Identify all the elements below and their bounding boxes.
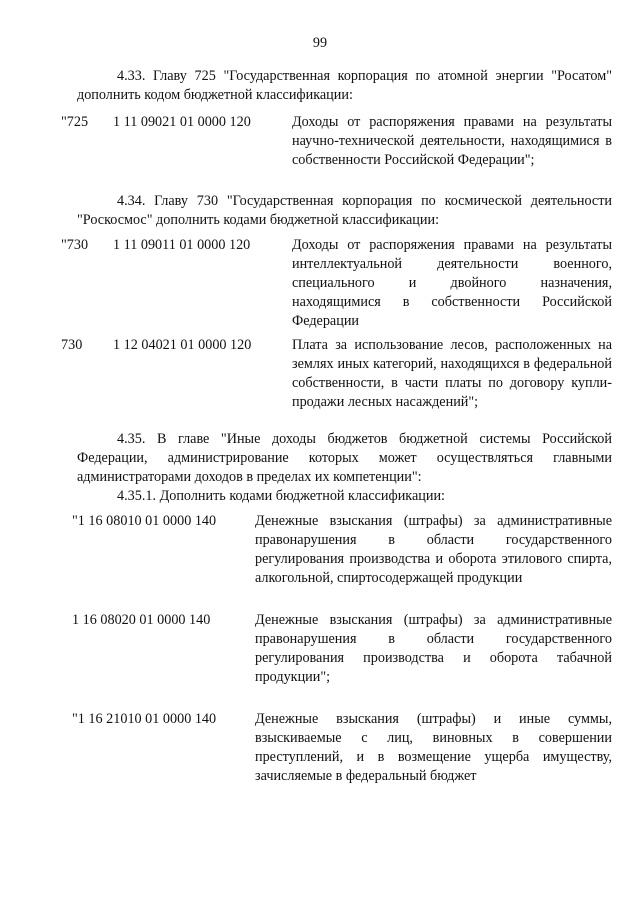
paragraph-4-35-1: 4.35.1. Дополнить кодами бюджетной классификации: bbox=[117, 488, 445, 504]
revenue-description: Доходы от распоряжения правами на результаты научно-технической деятельности, находящимися в собственности Российской Федерации"; bbox=[292, 114, 612, 168]
budget-classification-code: "1 16 21010 01 0000 140 bbox=[72, 711, 217, 727]
revenue-description: Денежные взыскания (штрафы) за административные правонарушения в области государственного регулирования производства и оборота этилового спирта, алкогольной, спиртосодержащей продукции bbox=[255, 513, 612, 586]
budget-classification-code: "1 16 08010 01 0000 140 bbox=[72, 513, 217, 529]
budget-classification-code: 1 11 09011 01 0000 120 bbox=[113, 237, 251, 253]
budget-classification-code: 1 12 04021 01 0000 120 bbox=[113, 337, 252, 353]
budget-classification-code: 1 11 09021 01 0000 120 bbox=[113, 114, 251, 130]
budget-classification-code: 1 16 08020 01 0000 140 bbox=[72, 612, 211, 628]
chapter-code: "725 bbox=[61, 114, 89, 130]
paragraph-4-35: 4.35. В главе "Иные доходы бюджетов бюджетной системы Российской Федерации, администрирование которых может осуществляться главными администраторами доходов в пределах их компетенции": bbox=[77, 431, 612, 485]
chapter-code: 730 bbox=[61, 337, 83, 353]
chapter-code: "730 bbox=[61, 237, 89, 253]
page-number: 99 bbox=[312, 35, 328, 51]
revenue-description: Доходы от распоряжения правами на результаты интеллектуальной деятельности военного, специального и двойного назначения, находящимися в собственности Российской Федерации bbox=[292, 237, 612, 329]
paragraph-4-33: 4.33. Главу 725 "Государственная корпорация по атомной энергии "Росатом" дополнить кодом бюджетной классификации: bbox=[77, 68, 612, 103]
revenue-description: Денежные взыскания (штрафы) и иные суммы, взыскиваемые с лиц, виновных в совершении преступлений, и в возмещение ущерба имуществу, зачисляемые в федеральный бюджет bbox=[255, 711, 612, 784]
revenue-description: Плата за использование лесов, расположенных на землях иных категорий, находящихся в федеральной собственности, в части платы по договору купли-продажи лесных насаждений"; bbox=[292, 337, 612, 410]
paragraph-4-34: 4.34. Главу 730 "Государственная корпорация по космической деятельности "Роскосмос" дополнить кодами бюджетной классификации: bbox=[77, 193, 612, 228]
revenue-description: Денежные взыскания (штрафы) за административные правонарушения в области государственного регулирования производства и оборота табачной продукции"; bbox=[255, 612, 612, 685]
